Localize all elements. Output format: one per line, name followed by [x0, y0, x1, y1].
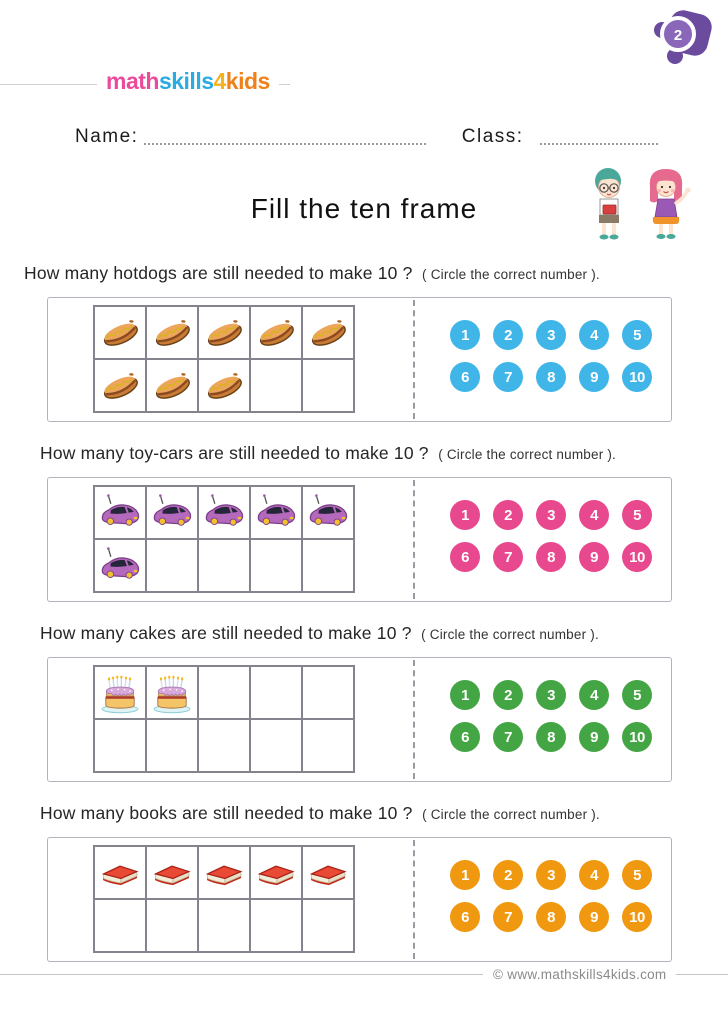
question-prompt [40, 798, 728, 828]
footer-copyright[interactable]: © www.mathskills4kids.com [493, 967, 667, 982]
number-circle-4[interactable]: 4 [579, 320, 609, 350]
number-circle-2[interactable]: 2 [493, 320, 523, 350]
ten-frame-cell [251, 720, 301, 771]
toy-car-icon [98, 491, 142, 535]
hotdog-icon [150, 311, 194, 355]
ten-frame-cell [303, 720, 353, 771]
ten-frame-cell [147, 667, 197, 718]
number-circle-4[interactable]: 4 [579, 500, 609, 530]
logo-part-kids: kids [225, 68, 270, 94]
number-circle-10[interactable]: 10 [622, 542, 652, 572]
ten-frame-cell [199, 720, 249, 771]
number-circle-10[interactable]: 10 [622, 722, 652, 752]
ten-frame-cell [251, 900, 301, 951]
ten-frame-cell [95, 847, 145, 898]
book-icon [98, 851, 142, 895]
page-number-badge [648, 8, 718, 66]
question-3-box [47, 657, 672, 782]
logo-part-4: 4 [213, 68, 226, 94]
number-circle-9[interactable]: 9 [579, 722, 609, 752]
ten-frame-cell [147, 540, 197, 591]
ten-frame-cell [147, 720, 197, 771]
hotdog-icon [254, 311, 298, 355]
number-circle-8[interactable]: 8 [536, 902, 566, 932]
book-icon [150, 851, 194, 895]
number-circle-10[interactable]: 10 [622, 362, 652, 392]
question-2 [0, 438, 728, 602]
ten-frame-cell [147, 900, 197, 951]
ten-frame-cell [303, 847, 353, 898]
ten-frame-cell [95, 360, 145, 411]
question-text: How many cakes are still needed to make 10 ? [40, 623, 412, 643]
ten-frame-cell [303, 667, 353, 718]
ten-frame-cell [251, 540, 301, 591]
girl-icon [650, 169, 691, 239]
ten-frame-cell [199, 360, 249, 411]
number-circle-7[interactable]: 7 [493, 362, 523, 392]
question-prompt [40, 438, 728, 468]
answer-options [450, 860, 652, 932]
number-circle-7[interactable]: 7 [493, 722, 523, 752]
number-circle-5[interactable]: 5 [622, 860, 652, 890]
student-info-row [75, 126, 658, 148]
number-circle-4[interactable]: 4 [579, 860, 609, 890]
ten-frame-cell [95, 307, 145, 358]
boy-icon [595, 168, 621, 240]
ten-frame-cell [199, 847, 249, 898]
hotdog-icon [202, 311, 246, 355]
question-prompt [24, 258, 728, 288]
ten-frame-cell [303, 360, 353, 411]
question-text: How many hotdogs are still needed to make 10 ? [24, 263, 413, 283]
dashed-divider [413, 300, 415, 419]
ten-frame-cell [303, 900, 353, 951]
ten-frame-cell [303, 540, 353, 591]
cake-icon [150, 671, 194, 715]
book-icon [254, 851, 298, 895]
ten-frame-cell [199, 540, 249, 591]
ten-frame-cell [251, 667, 301, 718]
toy-car-icon [150, 491, 194, 535]
number-circle-7[interactable]: 7 [493, 902, 523, 932]
number-circle-1[interactable]: 1 [450, 320, 480, 350]
ten-frame-cell [95, 720, 145, 771]
number-circle-4[interactable]: 4 [579, 680, 609, 710]
number-circle-7[interactable]: 7 [493, 542, 523, 572]
page-number: 2 [673, 27, 683, 44]
hotdog-icon [98, 311, 142, 355]
class-label: Class: [461, 126, 524, 147]
question-prompt [40, 618, 728, 648]
ten-frame [93, 305, 355, 413]
number-circle-5[interactable]: 5 [622, 320, 652, 350]
book-icon [306, 851, 350, 895]
ten-frame-cell [199, 667, 249, 718]
number-circle-8[interactable]: 8 [536, 542, 566, 572]
number-circle-2[interactable]: 2 [493, 500, 523, 530]
number-circle-3[interactable]: 3 [536, 860, 566, 890]
question-4 [0, 798, 728, 962]
ten-frame-cell [199, 307, 249, 358]
ten-frame-cell [303, 487, 353, 538]
question-hint: ( Circle the correct number ). [438, 447, 616, 462]
question-hint: ( Circle the correct number ). [422, 807, 600, 822]
book-icon [202, 851, 246, 895]
ten-frame-cell [147, 360, 197, 411]
badge-blob-icon [654, 8, 714, 64]
ten-frame-cell [95, 900, 145, 951]
number-circle-3[interactable]: 3 [536, 320, 566, 350]
logo-part-skills: skills [158, 68, 214, 94]
ten-frame-cell [199, 900, 249, 951]
number-circle-9[interactable]: 9 [579, 902, 609, 932]
number-circle-8[interactable]: 8 [536, 722, 566, 752]
kids-illustration [568, 165, 706, 249]
ten-frame [93, 485, 355, 593]
page-title: Fill the ten frame [250, 193, 478, 224]
dashed-divider [413, 840, 415, 959]
number-circle-6[interactable]: 6 [450, 542, 480, 572]
number-circle-5[interactable]: 5 [622, 680, 652, 710]
question-1 [0, 258, 728, 422]
ten-frame-cell [95, 540, 145, 591]
number-circle-6[interactable]: 6 [450, 902, 480, 932]
name-field[interactable] [144, 143, 425, 145]
number-circle-3[interactable]: 3 [536, 680, 566, 710]
number-circle-3[interactable]: 3 [536, 500, 566, 530]
toy-car-icon [202, 491, 246, 535]
question-hint: ( Circle the correct number ). [422, 267, 600, 282]
logo-part-math: math [106, 68, 159, 94]
hotdog-icon [202, 364, 246, 408]
name-label: Name: [75, 126, 139, 147]
toy-car-icon [306, 491, 350, 535]
ten-frame-cell [199, 487, 249, 538]
dashed-divider [413, 480, 415, 599]
question-1-box [47, 297, 672, 422]
question-4-box [47, 837, 672, 962]
class-field[interactable] [540, 143, 658, 145]
number-circle-9[interactable]: 9 [579, 542, 609, 572]
number-circle-10[interactable]: 10 [622, 902, 652, 932]
ten-frame-cell [251, 307, 301, 358]
number-circle-5[interactable]: 5 [622, 500, 652, 530]
ten-frame-cell [251, 360, 301, 411]
number-circle-9[interactable]: 9 [579, 362, 609, 392]
answer-options [450, 680, 652, 752]
ten-frame [93, 845, 355, 953]
question-2-box [47, 477, 672, 602]
ten-frame-cell [251, 847, 301, 898]
ten-frame-cell [147, 487, 197, 538]
ten-frame-cell [147, 847, 197, 898]
answer-options [450, 320, 652, 392]
ten-frame-cell [147, 307, 197, 358]
ten-frame-cell [251, 487, 301, 538]
question-text: How many books are still needed to make 10 ? [40, 803, 413, 823]
footer-rule-left [0, 974, 483, 975]
question-3 [0, 618, 728, 782]
footer-rule-right [676, 974, 728, 975]
number-circle-2[interactable]: 2 [493, 680, 523, 710]
number-circle-1[interactable]: 1 [450, 500, 480, 530]
hotdog-icon [150, 364, 194, 408]
question-hint: ( Circle the correct number ). [421, 627, 599, 642]
question-text: How many toy-cars are still needed to make 10 ? [40, 443, 429, 463]
number-circle-1[interactable]: 1 [450, 680, 480, 710]
number-circle-2[interactable]: 2 [493, 860, 523, 890]
cake-icon [98, 671, 142, 715]
ten-frame-cell [95, 667, 145, 718]
toy-car-icon [98, 544, 142, 588]
ten-frame-cell [303, 307, 353, 358]
toy-car-icon [254, 491, 298, 535]
number-circle-8[interactable]: 8 [536, 362, 566, 392]
ten-frame-cell [95, 487, 145, 538]
page-footer [0, 967, 728, 982]
hotdog-icon [306, 311, 350, 355]
ten-frame [93, 665, 355, 773]
answer-options [450, 500, 652, 572]
number-circle-6[interactable]: 6 [450, 722, 480, 752]
hotdog-icon [98, 364, 142, 408]
number-circle-1[interactable]: 1 [450, 860, 480, 890]
number-circle-6[interactable]: 6 [450, 362, 480, 392]
site-logo[interactable] [97, 68, 279, 95]
dashed-divider [413, 660, 415, 779]
